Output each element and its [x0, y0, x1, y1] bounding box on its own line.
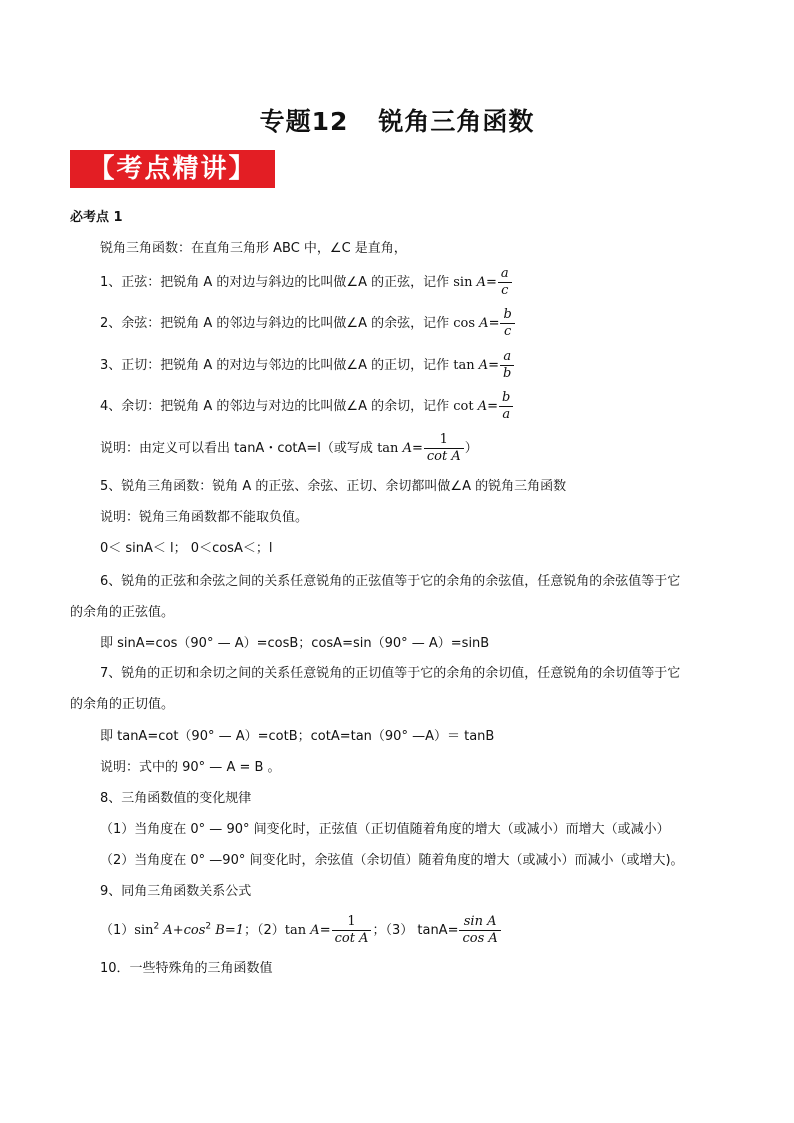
item-6-line2: 的余角的正弦值。 — [70, 605, 175, 620]
title-label: 专题 — [259, 107, 312, 136]
note-complement: 说明：式中的 90° — A = B 。 — [100, 760, 281, 775]
item-5: 5、锐角三角函数：锐角 A 的正弦、余弦、正切、余切都叫做∠A 的锐角三角函数 — [100, 479, 567, 494]
note-reciprocal: 说明：由定义可以看出 tanA・cotA=l（或写成 tan A= $\frac{1}{\text{cot A}}$ ） — [100, 432, 478, 464]
intro-text: 锐角三角函数：在直角三角形 ABC 中，∠C 是直角， — [100, 241, 407, 256]
title-name: 锐角三角函数 — [378, 107, 535, 136]
item-10: 10．一些特殊角的三角函数值 — [100, 961, 273, 976]
section-banner: 【考点精讲】 — [70, 150, 275, 188]
item-6-formula: 即 sinA=cos（90° — A）=cosB；cosA=sin（90° — A）=sinB — [100, 636, 490, 651]
identity-fraction-2: $\frac{\text{sin A}}{\text{cos A}}$ — [459, 914, 500, 947]
item-8-rule2: （2）当角度在 0° —90° 间变化时，余弦值（余切值）随着角度的增大（或减小）而减小（或增大)。 — [100, 853, 684, 868]
item-7-line2: 的余角的正切值。 — [70, 697, 175, 712]
definition-cotangent: 4、余切：把锐角 A 的邻边与对边的比叫做∠A 的余切，记作 cot A= $\frac{b}{a}$ — [100, 390, 514, 423]
identity-formulas: $(1)\sin^2$ $A+\cos^2$ B=1；（2）tan A= $\frac{1}{\text{cot A}}$ ；（3） tanA= $\frac{\text{sin A}}{\text{cos A}}$ — [100, 914, 502, 947]
item-8-rule1: （1）当角度在 0° — 90° 间变化时，正弦值（正切值随着角度的增大（或减小）而增大（或减小） — [100, 822, 670, 837]
item-9: 9、同角三角函数关系公式 — [100, 884, 252, 899]
definition-cosine: 2、余弦：把锐角 A 的邻边与斜边的比叫做∠A 的余弦，记作 cos A= $\frac{b}{c}$ — [100, 307, 516, 340]
cotangent-fraction: $\frac{b}{a}$ — [499, 390, 513, 423]
range-text: 0＜ sinA＜ l； 0＜cosA＜；l — [100, 541, 273, 556]
sine-fraction: $\frac{a}{c}$ — [498, 266, 512, 299]
cosine-fraction: $\frac{b}{c}$ — [500, 307, 514, 340]
page-title — [0, 102, 794, 138]
item-8: 8、三角函数值的变化规律 — [100, 791, 252, 806]
definition-tangent: 3、正切：把锐角 A 的对边与邻边的比叫做∠A 的正切，记作 tan A= $\frac{a}{b}$ — [100, 349, 515, 382]
item-6-line1: 6、锐角的正弦和余弦之间的关系任意锐角的正弦值等于它的余角的余弦值，任意锐角的余弦值等于它 — [100, 574, 681, 589]
tangent-fraction: $\frac{a}{b}$ — [500, 349, 514, 382]
item-7-formula: 即 tanA=cot（90° — A）=cotB；cotA=tan（90° —A）＝ tanB — [100, 729, 495, 744]
reciprocal-fraction: $\frac{1}{\text{cot A}}$ — [424, 432, 464, 465]
section-heading: 必考点 1 — [70, 210, 123, 225]
title-number: 12 — [311, 107, 349, 136]
definition-sine: 1、正弦：把锐角 A 的对边与斜边的比叫做∠A 的正弦，记作 sin A= $\frac{a}{c}$ — [100, 266, 513, 299]
item-7-line1: 7、锐角的正切和余切之间的关系任意锐角的正切值等于它的余角的余切值，任意锐角的余切值等于它 — [100, 666, 681, 681]
note-nonnegative: 说明：锐角三角函数都不能取负值。 — [100, 510, 309, 525]
identity-fraction-1: $\frac{1}{\text{cot A}}$ — [332, 914, 372, 947]
